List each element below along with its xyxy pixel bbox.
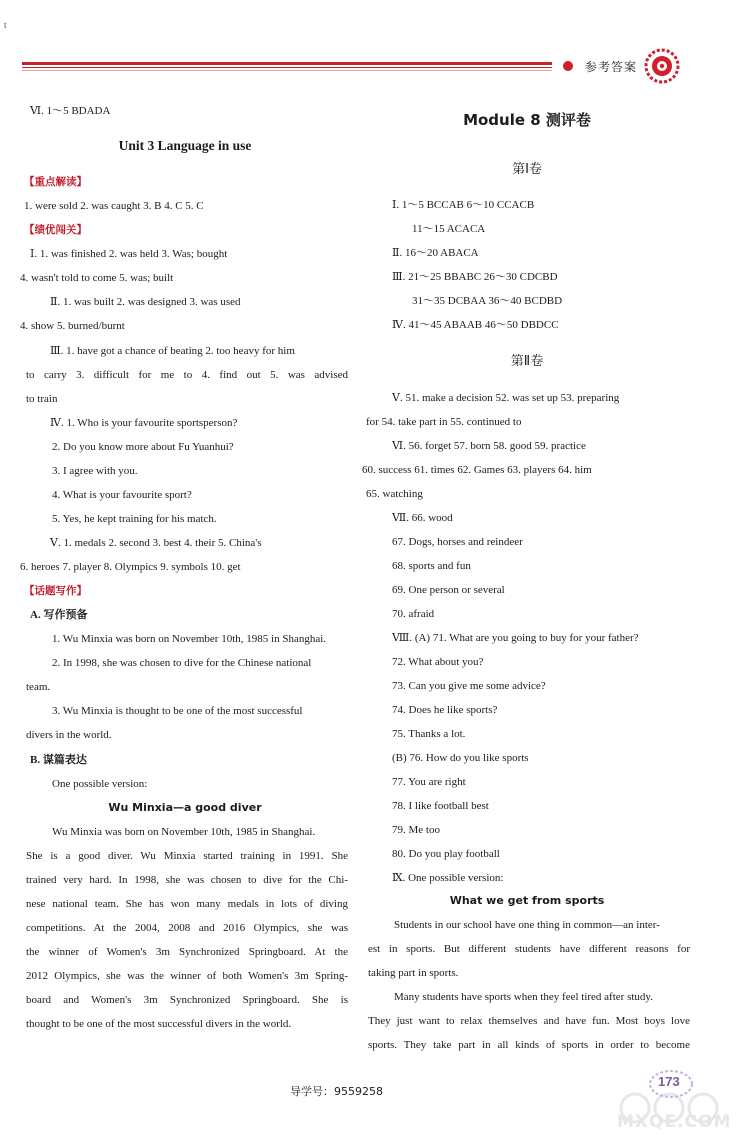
answer-line: Ⅵ. 1～5 BDADA <box>30 105 111 117</box>
watermark-text: MXQE.COM <box>617 1112 732 1132</box>
volume-title: 第Ⅰ卷 <box>512 162 542 177</box>
essay-title: What we get from sports <box>449 894 605 907</box>
answer-line: Ⅸ. One possible version: <box>392 872 504 884</box>
answer-line: 4. show 5. burned/burnt <box>20 320 125 332</box>
answer-line: 72. What about you? <box>392 656 484 668</box>
answer-line: team. <box>26 681 51 693</box>
answer-line: Ⅳ. 41～45 ABAAB 46～50 DBDCC <box>392 319 559 331</box>
essay-line: They just want to relax themselves and have fun. Most boys love <box>368 1015 690 1027</box>
answer-line: 4. What is your favourite sport? <box>52 489 192 501</box>
section-label: 【话题写作】 <box>24 585 87 597</box>
answer-line: 80. Do you play football <box>392 848 500 860</box>
answer-line: 2. Do you know more about Fu Yuanhui? <box>52 441 234 453</box>
essay-line: 2012 Olympics, she was the winner of both Women's 3m Spring- <box>26 970 348 982</box>
answer-line: Ⅷ. (A) 71. What are you going to buy for your father? <box>392 632 639 644</box>
answer-line: 68. sports and fun <box>392 560 471 572</box>
answer-line: 79. Me too <box>392 824 440 836</box>
flower-logo-icon <box>642 46 682 86</box>
corner-mark: t <box>4 20 7 30</box>
answer-line: 11～15 ACACA <box>412 223 486 235</box>
answer-line: 70. afraid <box>392 608 435 620</box>
answer-line: 1. Wu Minxia was born on November 10th, 1985 in Shanghai. <box>52 633 327 645</box>
answer-line: Ⅳ. 1. Who is your favourite sportsperson? <box>50 417 238 429</box>
essay-line: the winner of Women's 3m Synchronized Springboard. At the <box>26 946 348 958</box>
answer-line: to carry 3. difficult for me to 4. find out 5. was advised <box>26 369 348 381</box>
answer-line: 73. Can you give me some advice? <box>392 680 546 692</box>
answer-line: 60. success 61. times 62. Games 63. players 64. him <box>362 464 592 476</box>
answer-line: 2. In 1998, she was chosen to dive for the Chinese national <box>52 657 312 669</box>
answer-line: Ⅶ. 66. wood <box>392 512 453 524</box>
answer-line: Ⅱ. 1. was built 2. was designed 3. was used <box>50 296 241 308</box>
header-rule <box>22 62 552 72</box>
answer-line: 67. Dogs, horses and reindeer <box>392 536 523 548</box>
essay-line: thought to be one of the most successful divers in the world. <box>26 1018 292 1030</box>
essay-line: Wu Minxia was born on November 10th, 1985 in Shanghai. <box>52 826 316 838</box>
watermark <box>615 1090 745 1140</box>
essay-line: sports. They take part in all kinds of sports in order to become <box>368 1039 690 1051</box>
answer-line: 77. You are right <box>392 776 466 788</box>
unit-title: Unit 3 Language in use <box>118 138 252 153</box>
essay-line: taking part in sports. <box>368 967 459 979</box>
volume-title: 第Ⅱ卷 <box>510 354 544 369</box>
essay-line: trained very hard. In 1998, she was chosen to dive for the Chi- <box>26 874 348 886</box>
answer-line: 4. wasn't told to come 5. was; built <box>20 272 174 284</box>
answer-line: 1. were sold 2. was caught 3. B 4. C 5. C <box>24 200 204 212</box>
answer-line: for 54. take part in 55. continued to <box>366 416 522 428</box>
answer-line: Ⅲ. 1. have got a chance of beating 2. too heavy for him <box>50 345 295 357</box>
answer-line: Ⅰ. 1～5 BCCAB 6～10 CCACB <box>392 199 535 211</box>
answer-line: 74. Does he like sports? <box>392 704 498 716</box>
answer-line: 6. heroes 7. player 8. Olympics 9. symbols 10. get <box>20 561 241 573</box>
subsection-label: B. 谋篇表达 <box>30 754 87 766</box>
header-label: 参考答案 <box>585 60 638 74</box>
answer-line: Ⅴ. 51. make a decision 52. was set up 53. preparing <box>392 392 620 404</box>
answer-line: to train <box>26 393 58 405</box>
answer-line: divers in the world. <box>26 729 112 741</box>
essay-line: nese national team. She has won many medals in lots of diving <box>26 898 348 910</box>
section-label: 【绩优闯关】 <box>24 224 87 236</box>
page-number: 173 <box>658 1074 680 1089</box>
essay-line: Many students have sports when they feel tired after study. <box>394 991 653 1003</box>
essay-line: est in sports. But different students have different reasons for <box>368 943 690 955</box>
answer-line: Ⅵ. 56. forget 57. born 58. good 59. practice <box>392 440 586 452</box>
answer-line: 69. One person or several <box>392 584 505 596</box>
answer-line: (B) 76. How do you like sports <box>392 752 529 764</box>
answer-line: 5. Yes, he kept training for his match. <box>52 513 217 525</box>
answer-line: 75. Thanks a lot. <box>392 728 466 740</box>
header-dot-icon <box>563 61 573 71</box>
essay-line: competitions. At the 2004, 2008 and 2016 Olympics, she was <box>26 922 348 934</box>
essay-title: Wu Minxia—a good diver <box>108 801 262 814</box>
answer-line: Ⅱ. 16～20 ABACA <box>392 247 479 259</box>
module-title: Module 8 测评卷 <box>463 111 591 129</box>
section-label: 【重点解读】 <box>24 176 87 188</box>
answer-line: 3. I agree with you. <box>52 465 138 477</box>
subsection-label: A. 写作预备 <box>30 609 88 621</box>
answer-line: 65. watching <box>366 488 423 500</box>
guide-number: 导学号：9559258 <box>290 1085 383 1098</box>
essay-line: She is a good diver. Wu Minxia started training in 1991. She <box>26 850 348 862</box>
essay-line: Students in our school have one thing in common—an inter- <box>394 919 660 931</box>
answer-line: Ⅰ. 1. was finished 2. was held 3. Was; bought <box>30 248 228 260</box>
answer-line: 78. I like football best <box>392 800 489 812</box>
essay-line: board and Women's 3m Synchronized Springboard. She is <box>26 994 348 1006</box>
answer-line: One possible version: <box>52 778 148 790</box>
answer-line: Ⅴ. 1. medals 2. second 3. best 4. their 5. China's <box>50 537 262 549</box>
answer-line: 3. Wu Minxia is thought to be one of the most successful <box>52 705 303 717</box>
answer-line: 31～35 DCBAA 36～40 BCDBD <box>412 295 563 307</box>
answer-line: Ⅲ. 21～25 BBABC 26～30 CDCBD <box>392 271 558 283</box>
